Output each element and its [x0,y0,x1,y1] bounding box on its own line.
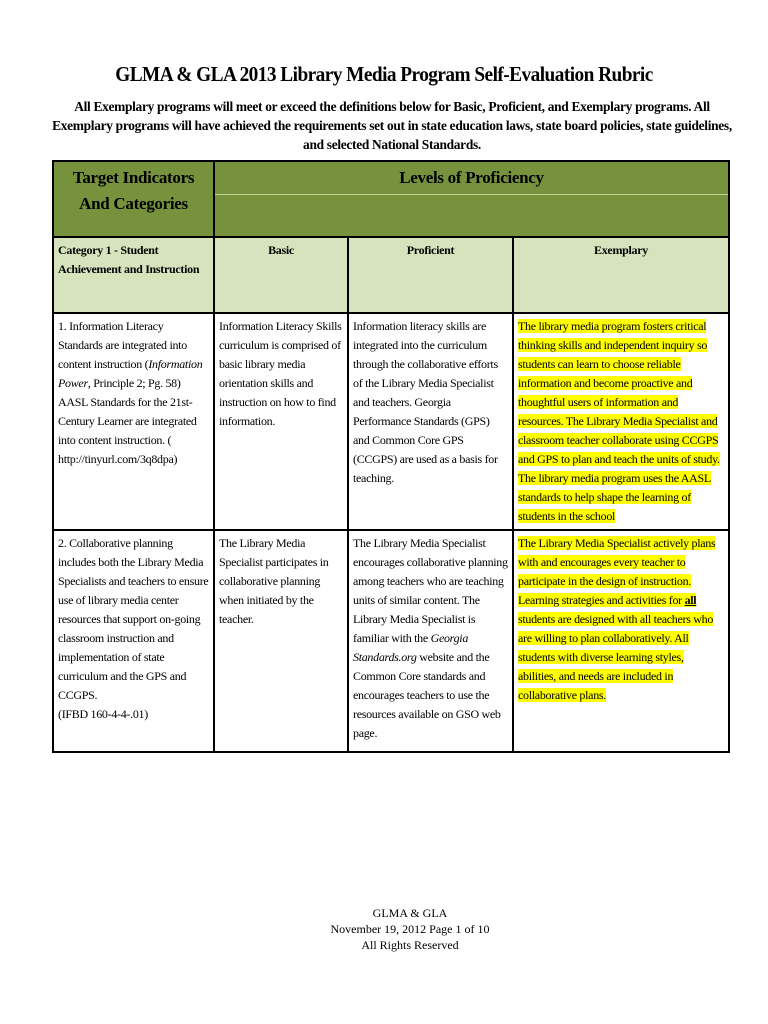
exemplary-text: The library media program fosters critical thinking skills and independent inquiry so students can learn to choose reliable information and become proactive and thoughtful users of information and resources. The Library Media Specialist and classroom teacher collaborate using CCGPS and GPS to plan and teach the units of study. The library media program uses the AASL standards to help shape the learning of students in the school [518,319,720,523]
indicator-cell [53,530,214,752]
indicator-text: (IFBD 160-4-4-.01) [58,707,148,721]
category-header: Category 1 - Student Achievement and Instruction [53,237,214,313]
basic-cell: Information Literacy Skills curriculum is comprised of basic library media orientation skills and instruction on how to find information. [214,313,348,530]
document-title: GLMA & GLA 2013 Library Media Program Self-Evaluation Rubric [115,62,653,86]
target-indicators-line2: And Categories [79,194,188,213]
proficient-text: The Library Media Specialist encourages collaborative planning among teachers who are teaching units of similar content. The Library Media Specialist is familiar with the [353,536,508,645]
footer-rights: All Rights Reserved [361,938,459,952]
proficient-cell: Information literacy skills are integrated into the curriculum through the collaborative efforts of the Library Media Specialist and teachers. Georgia Performance Standards (GPS) and Common Core GPS (CCGPS) are used as a basis for teaching. [348,313,513,530]
footer-date-page: November 19, 2012 Page 1 of 10 [330,922,490,936]
page-footer [0,905,768,953]
indicator-text: AASL Standards for the 21st-Century Learner are integrated into content instruction. ( http://tinyurl.com/3q8dpa) [58,395,197,466]
target-indicators-header [53,161,214,237]
target-indicators-line1: Target Indicators [72,168,195,187]
indicator-text: , Principle 2; Pg. 58) [87,376,181,390]
header-row [53,161,729,237]
indicator-text: 1. Information Literacy Standards are integrated into content instruction ( [58,319,187,371]
indicator-text: 2. Collaborative planning includes both the Library Media Specialists and teachers to ensure use of library media center resources that support on-going classroom instruction and implementation of state curriculum and the GPS and CCGPS. [58,536,209,702]
basic-cell: The Library Media Specialist participates in collaborative planning when initiated by the teacher. [214,530,348,752]
exemplary-text-part: The Library Media Specialist actively plans with and encourages every teacher to participate in the design of instruction. Learning strategies and activities for [518,536,716,607]
subheader-row [53,237,729,313]
exemplary-text [518,536,715,702]
exemplary-emphasis: all [684,593,697,607]
proficient-cell [348,530,513,752]
levels-of-proficiency-label: Levels of Proficiency [399,168,544,187]
rubric-table [52,160,730,753]
proficient-header: Proficient [348,237,513,313]
levels-divider [215,194,728,195]
document-subtitle: All Exemplary programs will meet or exceed the definitions below for Basic, Proficient, and Exemplary programs. All Exemplary programs will have achieved the requirements set out in state education laws, state board policies, state guidelines, and selected National Standards. [52,99,732,152]
exemplary-cell [513,313,729,530]
indicator-citation: Information Power [58,357,203,390]
exemplary-text-part: students are designed with all teachers who are willing to plan collaboratively. All students with diverse learning styles, abilities, and needs are included in collaborative plans. [518,612,714,702]
table-row [53,530,729,752]
levels-header [214,161,729,237]
proficient-site-name: Georgia Standards.org [353,631,469,664]
footer-org: GLMA & GLA [372,906,448,920]
exemplary-cell [513,530,729,752]
basic-header: Basic [214,237,348,313]
exemplary-header: Exemplary [513,237,729,313]
proficient-text: website and the Common Core standards and encourages teachers to use the resources available on GSO web page. [353,650,501,740]
indicator-cell [53,313,214,530]
table-row [53,313,729,530]
